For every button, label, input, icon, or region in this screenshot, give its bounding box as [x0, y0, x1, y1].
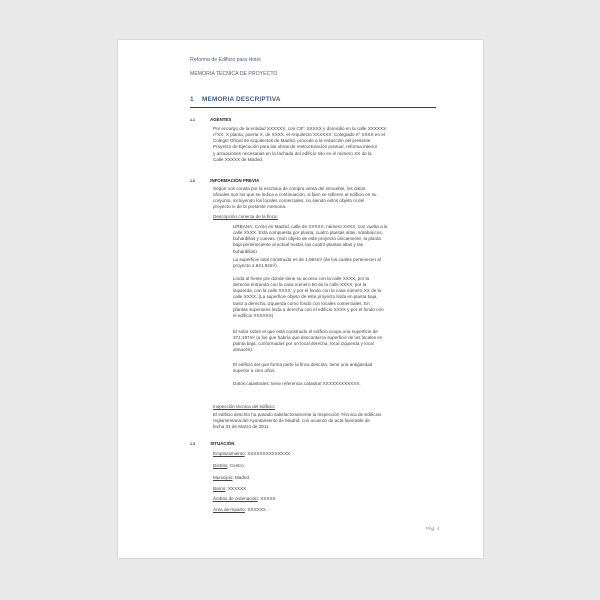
- field-barrio: [213, 486, 246, 491]
- subsection-number: 1.3: [190, 442, 195, 446]
- subsection-title: AGENTES: [210, 117, 232, 122]
- finca-paragraph-catastro: Datos catastrales: tiene referencia catastral XXXXXXXXXXXX.: [233, 381, 361, 386]
- subsection-number: 1.2: [190, 179, 195, 183]
- finca-paragraph-superficie: La superficie total construida es de 1.984m² (de los cuales pertenecen al proyecto 1.641,92m²).: [233, 257, 381, 269]
- field-municipio: [213, 475, 249, 480]
- subsection-info-heading: [190, 178, 259, 183]
- subsection-title: SITUACIÓN: [210, 441, 235, 446]
- finca-paragraph-linderos: Linda al frente por donde tiene su acceso con la calle XXXX, por la derecha entrando con la casa número 50 de la calle XXXX; por la izquierda, con la calle XXXX; y por el fondo con la casa número XX de la calle XXXX. (La superficie objeto de este proyecto linda en planta baja, tanto a derecha, izquierda como fondo con locales comerciales. En plantas superiores linda a derecha con el edificio XXXX y por el fondo con el edificio XXXXXX).: [233, 276, 384, 318]
- finca-paragraph-antiguedad: El edificio del que forma parte la finca descrita, tiene una antigüedad superior a cien años.: [233, 362, 373, 374]
- header-document-type: MEMORIA TÉCNICA DE PROYECTO: [190, 71, 278, 77]
- section-title: MEMORIA DESCRIPTIVA: [201, 96, 281, 103]
- field-value: : Centro: [227, 463, 244, 468]
- header-project-name: Reforma de Edificio para Hotel: [190, 57, 261, 63]
- field-label: Municipio: [213, 475, 233, 480]
- field-label: Área de reparto: [213, 507, 245, 512]
- field-value: : XXXXXXXXXXXXXX: [244, 451, 291, 456]
- subsection-number: 1.1: [190, 118, 195, 122]
- agentes-paragraph: Por encargo de la entidad XXXXXX, con CIF: XXXXX y domicilio en la calle XXXXXX nºXX, X planta, puerta X, de XXXX, el Arquitecto XXXXXX, Colegiado nº XXXX en el Colegio Oficial de Arquitectos de Madrid, procede a la redacción del presente Proyecto de Ejecución para las obras de restructuración puntual, reforma interior y actuaciones necesarias en la fachada del edificio sito en el número XX de la Calle XXXXX de Madrid.: [213, 126, 387, 162]
- page-number: Pág. 4: [426, 526, 440, 531]
- field-distrito: [213, 463, 244, 468]
- section-number: 1: [190, 96, 194, 103]
- finca-paragraph-solar: El solar sobre el que está construido el edificio ocupa una superficie de 371,197m² (a los que habría que descontar la superficie de los locales en planta baja, conformados por un local derecha, local izquierda y local almacén).: [233, 329, 383, 353]
- info-intro-paragraph: Según nos consta por la escritura de compra venta del inmueble, los datos oficiales son los que se indica a continuación, si bien se refieren al edificio en su conjunto, incluyendo los locales comerciales, no siendo estos objeto ni del proyecto ni de la presente memoria.: [213, 186, 377, 210]
- field-ambito: [213, 496, 276, 501]
- field-area-reparto: [213, 507, 266, 512]
- field-value: : XXXXXX: [244, 507, 266, 512]
- document-page: [118, 40, 483, 558]
- field-emplazamiento: [213, 451, 290, 456]
- finca-paragraph-urbana: URBANA: CASA en Madrid, calle de XXXXX, número XXXX, con vuelta a la calle XXXX. Está compuesta por planta, cuatro plantas altas, sotabancos, buhardillas y cuevas. (Son objeto de este proyecto únicamente, la planta baja perteneciente al actual hostal, las cuatro plantas altas y las buhardillas).: [233, 224, 388, 254]
- field-label: Ámbito de ordenación: [213, 496, 258, 501]
- inspection-label: Inspección técnica del edificio:: [213, 404, 276, 409]
- section-heading: [190, 96, 436, 108]
- field-label: Distrito: [213, 463, 228, 468]
- field-value: : XXXXXX: [225, 486, 247, 491]
- field-value: : Madrid: [232, 475, 250, 480]
- subsection-situacion-heading: [190, 441, 234, 446]
- subsection-title: INFORMACIÓN PREVIA: [210, 178, 260, 183]
- field-value: : XXXXX: [257, 496, 276, 501]
- inspection-paragraph: El edificio descrito ha pasado satisfactoriamente la Inspección Técnica de Edificios reglamentaria del Ayuntamiento de Madrid, con acuerdo de acta favorable de fecha 31 de Marzo de 2011.: [213, 412, 382, 430]
- field-label: Barrio: [213, 486, 226, 491]
- subsection-agentes-heading: [190, 117, 231, 122]
- finca-description-label: Descripción conecta de la finca:: [213, 214, 278, 219]
- field-label: Emplazamiento: [213, 451, 245, 456]
